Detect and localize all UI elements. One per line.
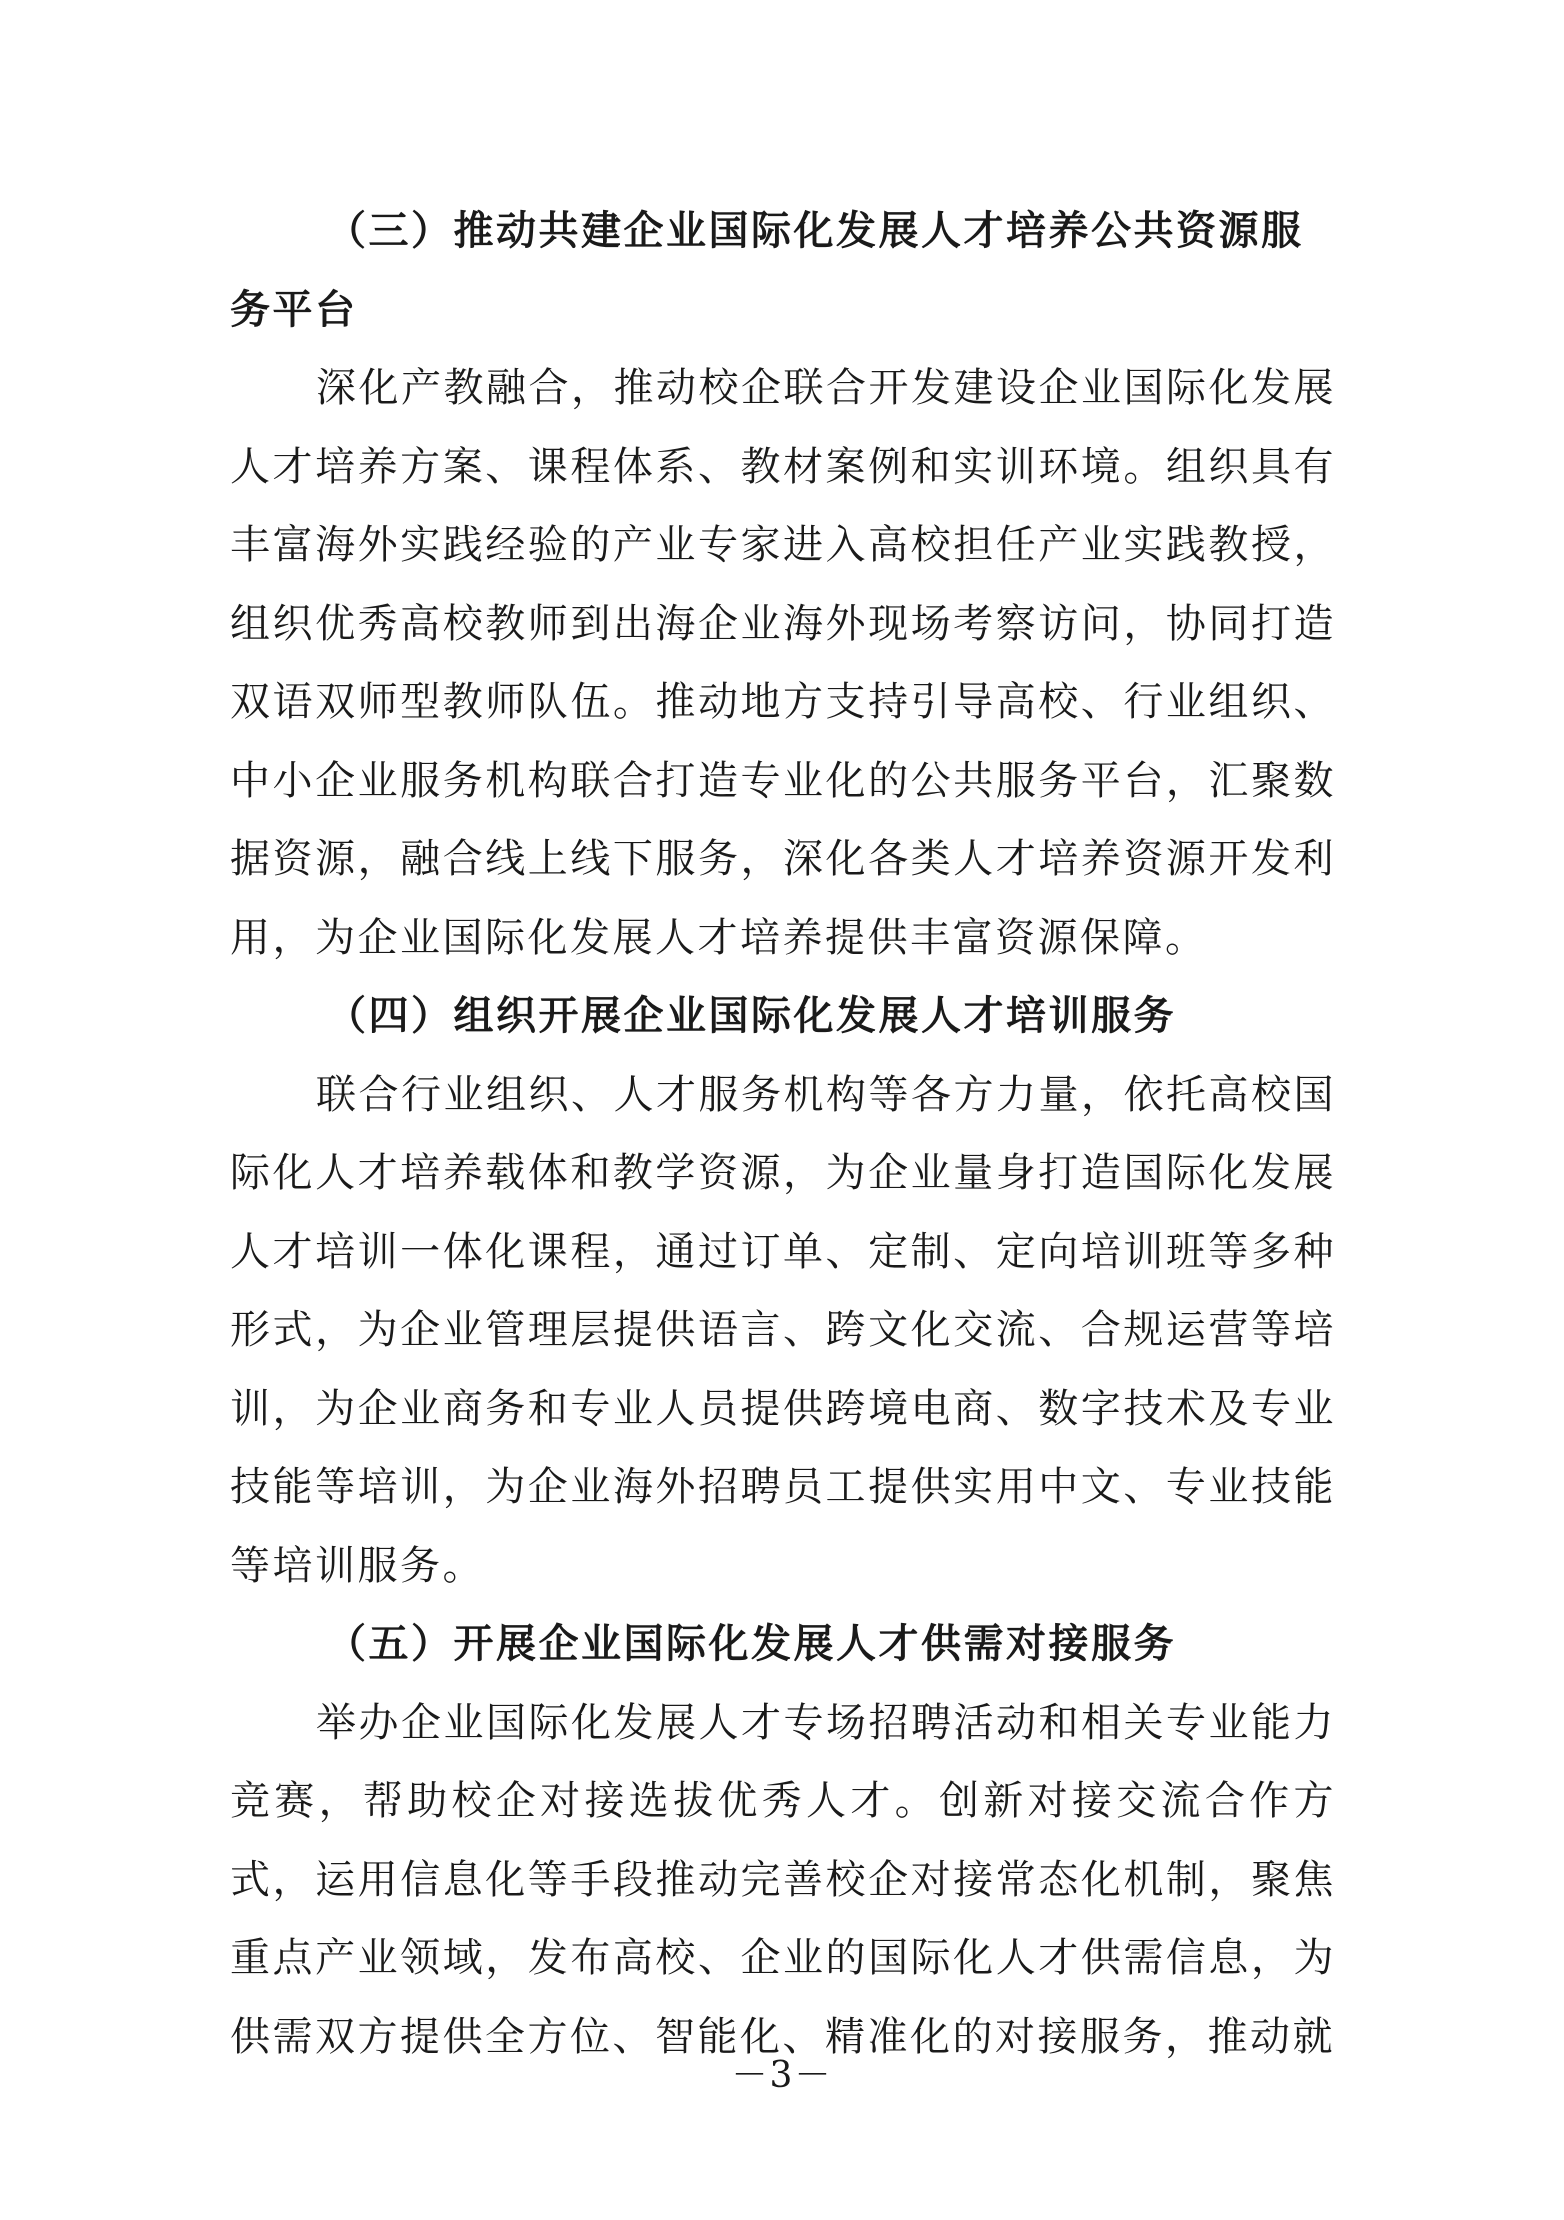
section-paragraph-4: 联合行业组织、人才服务机构等各方力量，依托高校国际化人才培养载体和教学资源，为企业量身打造国际化发展人才培训一体化课程，通过订单、定制、定向培训班等多种形式，为企业管理层提供语言、跨文化交流、合规运营等培训，为企业商务和专业人员提供跨境电商、数字技术及专业技能等培训，为企业海外招聘员工提供实用中文、专业技能等培训服务。 xyxy=(230,1071,1336,1589)
document-body xyxy=(230,192,1336,2076)
section-heading-4: （四）组织开展企业国际化发展人才培训服务 xyxy=(326,992,1176,1039)
section-heading-5: （五）开展企业国际化发展人才供需对接服务 xyxy=(326,1620,1176,1667)
section-paragraph-3: 深化产教融合，推动校企联合开发建设企业国际化发展人才培养方案、课程体系、教材案例和实训环境。组织具有丰富海外实践经验的产业专家进入高校担任产业实践教授，组织优秀高校教师到出海企业海外现场考察访问，协同打造双语双师型教师队伍。推动地方支持引导高校、行业组织、中小企业服务机构联合打造专业化的公共服务平台，汇聚数据资源，融合线上线下服务，深化各类人才培养资源开发利用，为企业国际化发展人才培养提供丰富资源保障。 xyxy=(230,365,1336,961)
section-heading-3: （三）推动共建企业国际化发展人才培养公共资源服务平台 xyxy=(230,207,1304,333)
section-paragraph-5: 举办企业国际化发展人才专场招聘活动和相关专业能力竞赛，帮助校企对接选拔优秀人才。创新对接交流合作方式，运用信息化等手段推动完善校企对接常态化机制，聚焦重点产业领域，发布高校、企业的国际化人才供需信息，为供需双方提供全方位、智能化、精准化的对接服务，推动就 xyxy=(230,1699,1336,2060)
page-number: －3－ xyxy=(731,2055,833,2096)
